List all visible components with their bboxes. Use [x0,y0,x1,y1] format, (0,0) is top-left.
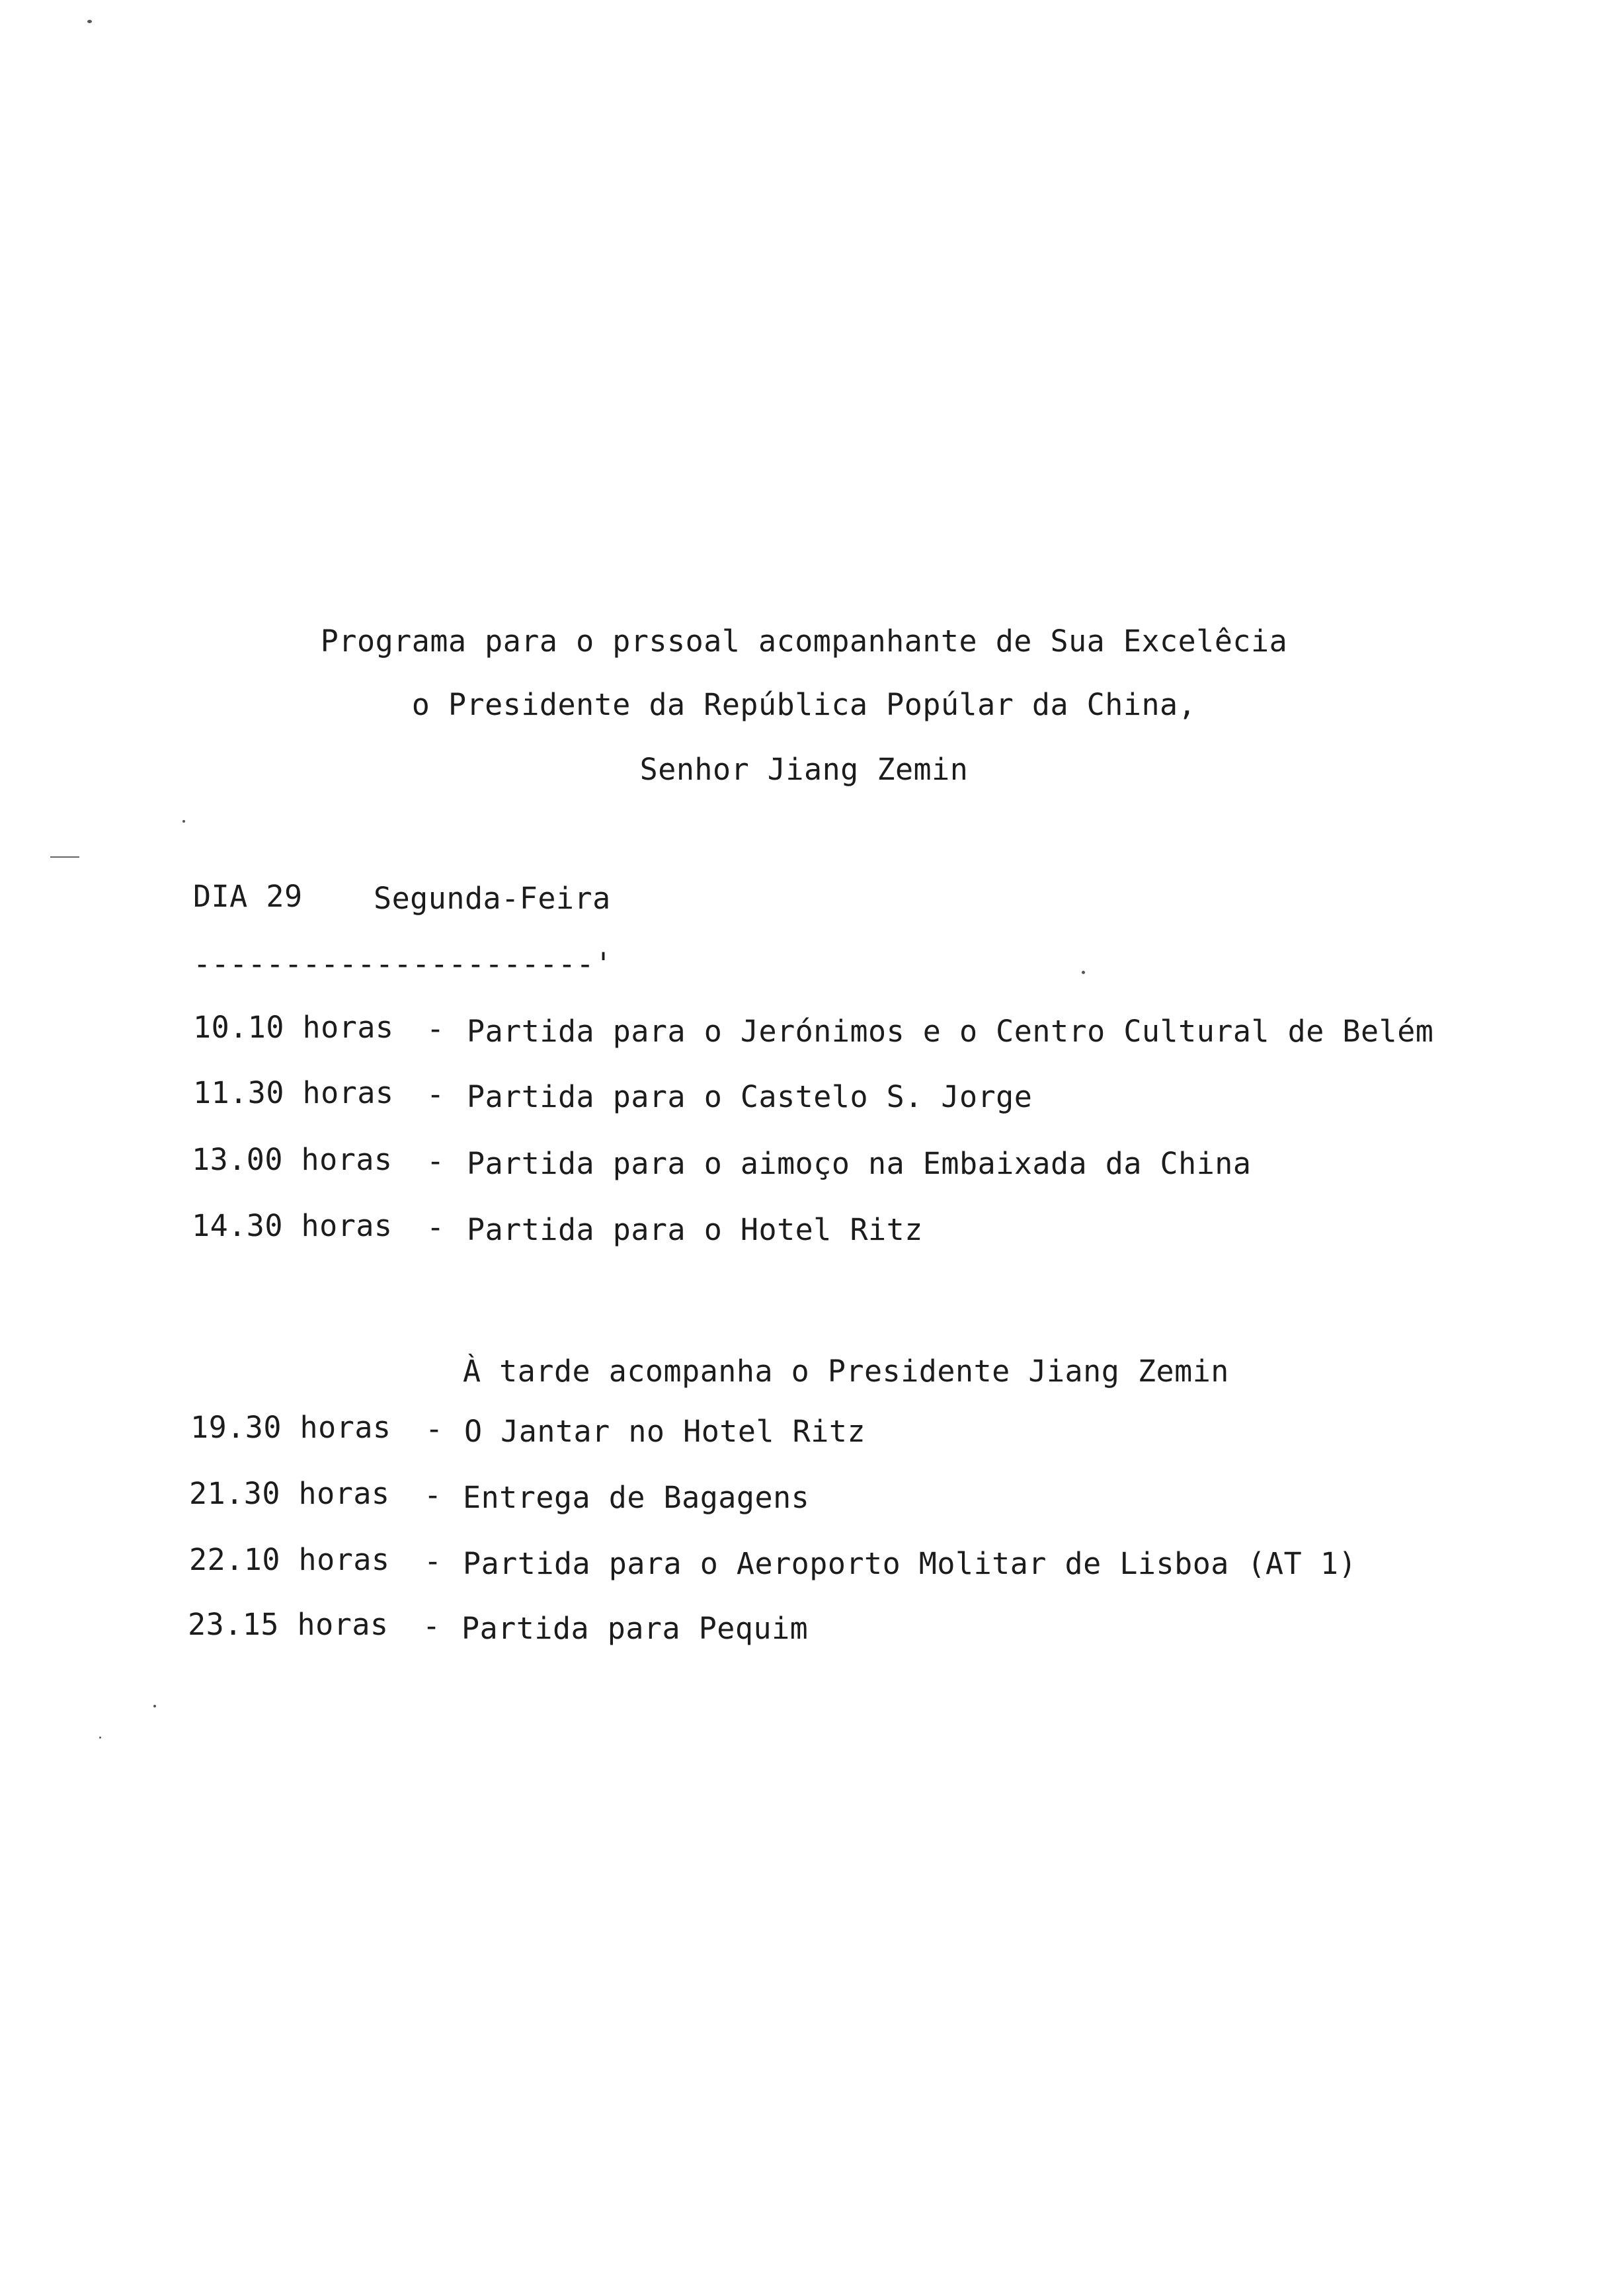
schedule-dash: - [426,1011,445,1046]
schedule-time: 21.30 horas [189,1476,390,1511]
schedule-activity: O Jantar no Hotel Ritz [464,1414,866,1449]
title-line-1: Programa para o prssoal acompanhante de Sua Excelêcia [320,624,1288,659]
schedule-dash: - [424,1543,442,1578]
schedule-activity: Partida para o aimoço na Embaixada da China [467,1146,1252,1181]
schedule-dash: - [424,1477,442,1512]
day-underline: ----------------------' [193,946,613,981]
scan-speck [99,1737,101,1739]
title-line-3: Senhor Jiang Zemin [639,752,969,787]
schedule-time: 14.30 horas [192,1208,393,1243]
schedule-activity: Partida para o Aeroporto Molitar de Lisboa (AT 1) [463,1546,1357,1581]
afternoon-note: À tarde acompanha o Presidente Jiang Zemin [463,1354,1229,1389]
scan-speck [182,820,185,823]
schedule-time: 23.15 horas [188,1607,389,1642]
schedule-activity: Partida para o Hotel Ritz [467,1212,923,1247]
schedule-time: 11.30 horas [193,1075,394,1110]
day-label: DIA 29 [193,879,303,914]
schedule-activity: Partida para Pequim [462,1611,809,1646]
schedule-dash: - [426,1143,445,1178]
schedule-time: 19.30 horas [190,1410,391,1445]
scan-speck [1082,971,1085,974]
schedule-dash: - [426,1210,445,1245]
schedule-activity: Partida para o Castelo S. Jorge [467,1079,1033,1114]
scan-speck [153,1705,156,1707]
schedule-time: 13.00 horas [192,1142,393,1177]
schedule-dash: - [426,1077,445,1112]
title-line-2: o Presidente da República Popúlar da China, [411,687,1197,722]
schedule-activity: Entrega de Bagagens [463,1480,810,1515]
schedule-time: 10.10 horas [193,1010,394,1045]
day-weekday: Segunda-Feira [374,881,611,916]
schedule-dash: - [425,1411,444,1446]
scan-speck [87,20,92,23]
schedule-time: 22.10 horas [189,1542,390,1577]
schedule-activity: Partida para o Jerónimos e o Centro Cultural de Belém [467,1014,1434,1049]
scan-mark [50,856,79,858]
schedule-dash: - [422,1608,441,1643]
